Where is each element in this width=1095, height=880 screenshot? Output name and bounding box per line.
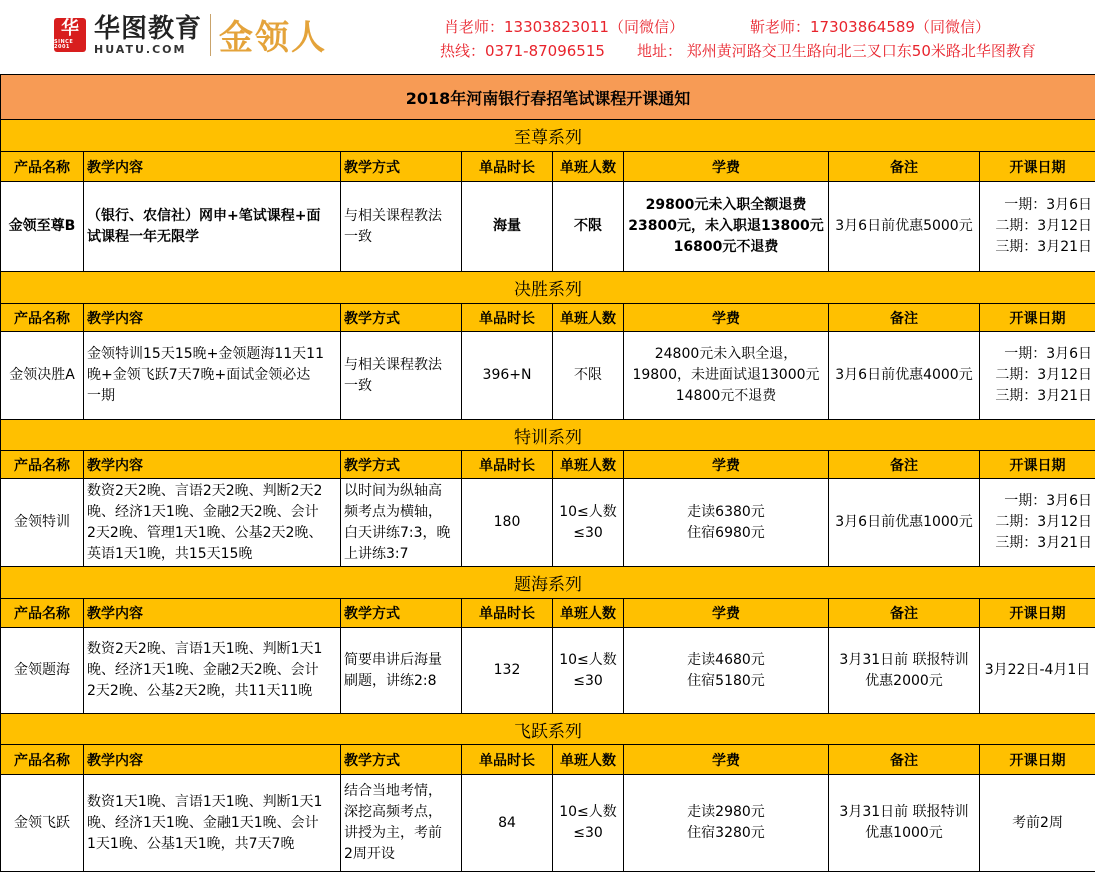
start-date-line: 考前2周 <box>1012 814 1063 831</box>
table-row <box>1 332 1095 420</box>
logo-domain: HUATU.COM <box>94 42 187 56</box>
tuition <box>624 628 829 714</box>
start-date-line: 一期：3月6日 <box>1004 197 1093 213</box>
product-name-line: 金领题海 <box>14 662 70 678</box>
product-name <box>1 182 84 272</box>
teaching-method <box>341 775 462 872</box>
column-header-class-size: 单班人数 <box>553 599 624 628</box>
start-date-line: 3月22日-4月1日 <box>984 662 1091 678</box>
tuition-line: 19800，未进面试退13000元 <box>632 367 820 383</box>
teaching-content-line: 英语1天1晚，共15天15晚 <box>87 545 253 562</box>
tuition-line: 走读2980元 <box>687 804 765 820</box>
product-name-line: 金领至尊B <box>8 218 76 234</box>
class-size-line: ≤30 <box>573 825 603 841</box>
column-header-row <box>1 745 1095 775</box>
column-header-product-name: 产品名称 <box>1 599 84 628</box>
teaching-method <box>341 479 462 567</box>
tuition-line: 住宿3280元 <box>687 825 765 841</box>
start-date <box>980 182 1095 272</box>
column-header-class-size: 单班人数 <box>553 451 624 479</box>
start-date <box>980 628 1095 714</box>
teaching-content-line: 金领特训15天15晚+金领题海11天11 <box>87 346 324 362</box>
contact-address: 地址： 郑州黄河路交卫生路向北三叉口东50米路北华图教育 <box>637 42 1036 60</box>
column-header-note: 备注 <box>829 152 980 182</box>
contact-hotline: 热线：0371-87096515 <box>440 42 605 60</box>
column-header-tuition: 学费 <box>624 451 829 479</box>
product-name-line: 金领决胜A <box>9 367 75 383</box>
teaching-content <box>84 479 341 567</box>
tuition-line: 14800元不退费 <box>675 388 777 404</box>
teaching-method-line: 深挖高频考点， <box>344 804 442 820</box>
column-header-tuition: 学费 <box>624 304 829 332</box>
tuition <box>624 775 829 872</box>
column-header-note: 备注 <box>829 451 980 479</box>
series-name: 决胜系列 <box>1 272 1095 304</box>
product-name <box>1 479 84 567</box>
teaching-method <box>341 628 462 714</box>
column-header-product-name: 产品名称 <box>1 304 84 332</box>
duration <box>462 775 553 872</box>
column-header-start-date: 开课日期 <box>980 451 1095 479</box>
column-header-teaching-method: 教学方式 <box>341 152 462 182</box>
column-header-class-size: 单班人数 <box>553 152 624 182</box>
start-date-line: 一期：3月6日 <box>1004 493 1093 509</box>
tuition-line: 走读4680元 <box>687 651 765 668</box>
note-line: 3月6日前优惠4000元 <box>835 367 973 383</box>
column-header-duration: 单品时长 <box>462 152 553 182</box>
start-date-line: 三期：3月21日 <box>995 239 1093 255</box>
column-header-product-name: 产品名称 <box>1 451 84 479</box>
note-line: 3月31日前 联报特训 <box>839 804 969 820</box>
column-header-duration: 单品时长 <box>462 745 553 775</box>
class-size <box>553 628 624 714</box>
teaching-content-line: 晚、经济1天1晚、金融1天1晚、会计 <box>87 814 319 831</box>
brand-name: 金领人 <box>219 18 328 58</box>
duration <box>462 182 553 272</box>
class-size <box>553 182 624 272</box>
column-header-tuition: 学费 <box>624 599 829 628</box>
teaching-content <box>84 182 341 272</box>
column-header-teaching-method: 教学方式 <box>341 451 462 479</box>
contact-teacher-jin: 靳老师：17303864589（同微信） <box>750 18 990 36</box>
teaching-method-line: 以时间为纵轴高 <box>344 482 442 499</box>
class-size-line: 不限 <box>574 367 602 383</box>
teaching-content-line: 数资2天2晚、言语2天2晚、判断2天2 <box>87 482 323 499</box>
duration <box>462 479 553 567</box>
series-row <box>1 567 1095 599</box>
start-date <box>980 775 1095 872</box>
teaching-method-line: 上讲练3:7 <box>344 545 409 562</box>
table-title-row <box>1 75 1095 120</box>
duration-line: 132 <box>493 662 521 678</box>
class-size-line: 不限 <box>574 218 602 234</box>
teaching-content-line: 2天2晚、管理1天1晚、公基2天2晚、 <box>87 524 323 541</box>
teaching-method-line: 白天讲练7:3，晚 <box>344 524 451 541</box>
tuition <box>624 332 829 420</box>
teaching-content <box>84 332 341 420</box>
teaching-method-line: 与相关课程教法 <box>344 356 442 373</box>
note-line: 优惠1000元 <box>865 825 943 841</box>
class-size-line: 10≤人数 <box>559 503 617 520</box>
series-name: 至尊系列 <box>1 120 1095 152</box>
teaching-content-line: 晚、经济1天1晚、金融2天2晚、会计 <box>87 503 319 520</box>
table-title: 2018年河南银行春招笔试课程开课通知 <box>1 75 1095 120</box>
table-row <box>1 479 1095 567</box>
teaching-content-line: （银行、农信社）网申+笔试课程+面 <box>87 207 321 224</box>
teaching-content-line: 数资1天1晚、言语1天1晚、判断1天1 <box>87 793 323 810</box>
series-row <box>1 420 1095 451</box>
series-row <box>1 120 1095 152</box>
tuition <box>624 479 829 567</box>
note-line: 3月6日前优惠5000元 <box>835 218 973 234</box>
contact-teacher-xiao: 肖老师：13303823011（同微信） <box>444 18 684 36</box>
column-header-duration: 单品时长 <box>462 451 553 479</box>
column-header-tuition: 学费 <box>624 745 829 775</box>
column-header-teaching-method: 教学方式 <box>341 304 462 332</box>
class-size <box>553 332 624 420</box>
teaching-method-line: 与相关课程教法 <box>344 207 442 224</box>
logo-text <box>94 14 202 56</box>
huatu-logo <box>54 10 327 59</box>
table-row <box>1 182 1095 272</box>
teaching-content-line: 2天2晚、公基2天2晚，共11天11晚 <box>87 683 313 699</box>
series-row <box>1 272 1095 304</box>
note <box>829 332 980 420</box>
column-header-teaching-content: 教学内容 <box>84 599 341 628</box>
duration-line: 396+N <box>482 367 532 383</box>
teaching-content <box>84 628 341 714</box>
start-date-line: 二期：3月12日 <box>995 367 1093 383</box>
logo-mark-glyph: 华 <box>61 17 79 39</box>
teaching-content-line: 晚、经济1天1晚、金融2天2晚、会计 <box>87 662 319 678</box>
teaching-method-line: 2周开设 <box>344 846 395 862</box>
column-header-class-size: 单班人数 <box>553 745 624 775</box>
series-name: 特训系列 <box>1 420 1095 451</box>
column-header-row <box>1 451 1095 479</box>
class-size <box>553 479 624 567</box>
start-date-line: 二期：3月12日 <box>995 218 1093 234</box>
start-date-line: 三期：3月21日 <box>995 388 1093 404</box>
note-line: 3月6日前优惠1000元 <box>835 514 973 530</box>
start-date <box>980 479 1095 567</box>
start-date-line: 三期：3月21日 <box>995 535 1093 551</box>
column-header-teaching-content: 教学内容 <box>84 745 341 775</box>
teaching-content-line: 数资2天2晚、言语1天1晚、判断1天1 <box>87 641 323 657</box>
duration-line: 84 <box>498 814 516 831</box>
series-name: 题海系列 <box>1 567 1095 599</box>
logo-since-text: SINCE 2001 <box>54 38 74 50</box>
teaching-method-line: 一致 <box>344 228 372 245</box>
class-size-line: ≤30 <box>573 524 603 541</box>
column-header-note: 备注 <box>829 599 980 628</box>
class-size-line: ≤30 <box>573 672 603 689</box>
column-header-start-date: 开课日期 <box>980 745 1095 775</box>
column-header-product-name: 产品名称 <box>1 152 84 182</box>
logo-divider <box>210 14 211 56</box>
teaching-method-line: 一致 <box>344 377 372 394</box>
teaching-method-line: 频考点为横轴， <box>344 503 442 520</box>
teaching-method-line: 简要串讲后海量 <box>344 651 442 668</box>
column-header-teaching-content: 教学内容 <box>84 451 341 479</box>
tuition-line: 16800元不退费 <box>673 239 779 255</box>
column-header-start-date: 开课日期 <box>980 304 1095 332</box>
column-header-class-size: 单班人数 <box>553 304 624 332</box>
column-header-product-name: 产品名称 <box>1 745 84 775</box>
product-name <box>1 775 84 872</box>
column-header-row <box>1 304 1095 332</box>
start-date <box>980 332 1095 420</box>
teaching-method <box>341 332 462 420</box>
column-header-row <box>1 152 1095 182</box>
table-row <box>1 775 1095 872</box>
product-name <box>1 332 84 420</box>
table-row <box>1 628 1095 714</box>
page-header <box>0 0 1095 74</box>
huatu-logo-icon <box>54 18 86 52</box>
teaching-content-line: 一期 <box>87 388 115 404</box>
column-header-row <box>1 599 1095 628</box>
duration <box>462 628 553 714</box>
duration <box>462 332 553 420</box>
series-name: 飞跃系列 <box>1 714 1095 745</box>
teaching-method <box>341 182 462 272</box>
class-size-line: 10≤人数 <box>559 651 617 668</box>
start-date-line: 二期：3月12日 <box>995 514 1093 530</box>
teaching-method-line: 结合当地考情， <box>344 783 442 799</box>
tuition-line: 23800元，未入职退13800元 <box>628 218 824 234</box>
course-schedule-table <box>0 74 1095 872</box>
tuition-line: 24800元未入职全退， <box>654 346 798 362</box>
tuition-line: 住宿5180元 <box>687 672 765 689</box>
column-header-teaching-method: 教学方式 <box>341 745 462 775</box>
teaching-content <box>84 775 341 872</box>
duration-line: 海量 <box>493 218 521 234</box>
class-size-line: 10≤人数 <box>559 804 617 820</box>
column-header-duration: 单品时长 <box>462 599 553 628</box>
column-header-start-date: 开课日期 <box>980 152 1095 182</box>
note <box>829 628 980 714</box>
note <box>829 775 980 872</box>
series-row <box>1 714 1095 745</box>
teaching-content-line: 试课程一年无限学 <box>87 228 199 245</box>
column-header-teaching-content: 教学内容 <box>84 304 341 332</box>
teaching-method-line: 讲授为主，考前 <box>344 825 442 841</box>
note <box>829 479 980 567</box>
column-header-note: 备注 <box>829 304 980 332</box>
column-header-duration: 单品时长 <box>462 304 553 332</box>
teaching-content-line: 晚+金领飞跃7天7晚+面试金领必达 <box>87 367 311 383</box>
column-header-tuition: 学费 <box>624 152 829 182</box>
note <box>829 182 980 272</box>
logo-chinese-name: 华图教育 <box>94 13 203 44</box>
tuition-line: 29800元未入职全额退费 <box>645 197 807 213</box>
product-name <box>1 628 84 714</box>
note-line: 3月31日前 联报特训 <box>839 651 969 668</box>
column-header-teaching-method: 教学方式 <box>341 599 462 628</box>
start-date-line: 一期：3月6日 <box>1004 346 1093 362</box>
tuition <box>624 182 829 272</box>
teaching-method-line: 刷题，讲练2:8 <box>344 672 437 689</box>
product-name-line: 金领特训 <box>14 514 70 530</box>
column-header-start-date: 开课日期 <box>980 599 1095 628</box>
class-size <box>553 775 624 872</box>
column-header-note: 备注 <box>829 745 980 775</box>
tuition-line: 走读6380元 <box>687 503 765 520</box>
tuition-line: 住宿6980元 <box>687 524 765 541</box>
duration-line: 180 <box>493 514 521 530</box>
teaching-content-line: 1天1晚、公基1天1晚，共7天7晚 <box>87 835 295 852</box>
product-name-line: 金领飞跃 <box>14 814 70 831</box>
note-line: 优惠2000元 <box>865 672 943 689</box>
column-header-teaching-content: 教学内容 <box>84 152 341 182</box>
